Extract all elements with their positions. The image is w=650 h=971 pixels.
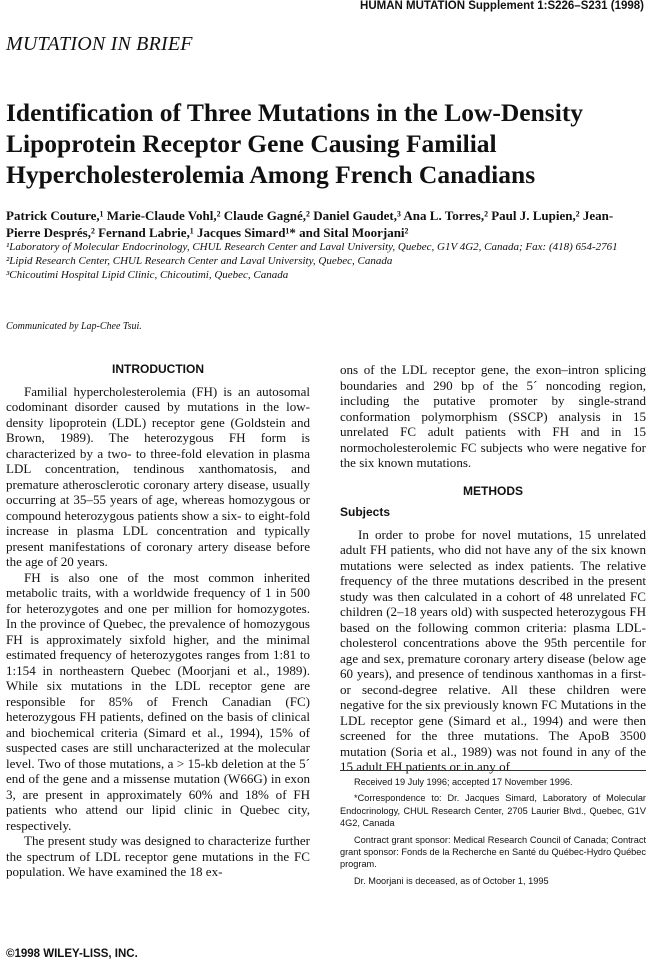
intro-continuation: ons of the LDL receptor gene, the exon–intron splicing boundaries and 290 bp of the 5´ noncoding region, including the putative promoter by single-strand conformation polymorphism (SSCP) analysis in 15 unrelated FC adult patients with FH and in 15 normocholesterolemic FC subjects who were negative for the six known mutations. xyxy=(340,362,646,470)
footnote-deceased: Dr. Moorjani is deceased, as of October 1, 1995 xyxy=(354,875,549,886)
section-label: MUTATION IN BRIEF xyxy=(6,33,193,55)
footnote-divider xyxy=(340,770,646,771)
introduction-heading: INTRODUCTION xyxy=(112,362,204,376)
affiliation-3: ³Chicoutimi Hospital Lipid Clinic, Chicoutimi, Quebec, Canada xyxy=(6,269,289,282)
footnote-grant: Contract grant sponsor: Medical Research Council of Canada; Contract grant sponsor: Fonds de la Recherche en Santé du Québec-Hydro Québec program. xyxy=(340,834,646,870)
communicated-by: Communicated by Lap-Chee Tsui. xyxy=(6,321,142,332)
intro-paragraph-2: FH is also one of the most common inherited metabolic traits, with a worldwide frequency of 1 in 500 for heterozygotes and one per million for homozygotes. In the province of Quebec, the prevalence of homozygous FH is approximately sixfold higher, and the minimal estimated frequency of heterozygotes ranges from 1:81 to 1:154 in northeastern Quebec (Moorjani et al., 1989). While six mutations in the LDL receptor gene are responsible for 85% of French Canadian (FC) heterozygous FH patients, defined on the basis of clinical and biochemical criteria (Simard et al., 1994), 15% of suspected cases are still uncharacterized at the molecular level. Two of those mutations, a > 15-kb deletion at the 5´ end of the gene and a missense mutation (W66G) in exon 3, are present in approximately 60% and 18% of FH patients who attend our lipid clinic in Quebec city, respectively. xyxy=(6,569,310,833)
copyright: ©1998 WILEY-LISS, INC. xyxy=(6,948,138,960)
subjects-subheading: Subjects xyxy=(340,505,391,519)
methods-paragraph: In order to probe for novel mutations, 15 unrelated adult FH patients, who did not have any of the six known mutations were selected as index patients. The relative frequency of the three mutations described in the present study was then calculated in a cohort of 48 unrelated FC children (2–18 years old) with suspected heterozygous FH based on the following common criteria: plasma LDL-cholesterol concentrations above the 95th percentile for age and sex, premature coronary artery disease (below age 60 years), and presence of tendinous xanthomas in a first- or second-degree relative. All these children were negative for the six previously known FC Mutations in the LDL receptor gene (Simard et al., 1994) and were then screened for the three mutations. The ApoB 3500 mutation (Soria et al., 1989) was not found in any of the 15 adult FH patients or in any of xyxy=(340,526,646,774)
author-list: Patrick Couture,¹ Marie-Claude Vohl,² Claude Gagné,² Daniel Gaudet,³ Ana L. Torres,² Paul J. Lupien,² Jean-Pierre Després,² Fernand Labrie,¹ Jacques Simard¹* and Sital Moorjani² xyxy=(6,208,614,240)
footnotes xyxy=(340,776,646,891)
left-column xyxy=(6,362,310,880)
footnote-received: Received 19 July 1996; accepted 17 November 1996. xyxy=(354,777,573,787)
methods-heading: METHODS xyxy=(463,483,523,498)
intro-paragraph-3: The present study was designed to characterize further the spectrum of LDL receptor gene mutations in the FC population. We have examined the 18 ex- xyxy=(6,833,310,879)
article-title: Identification of Three Mutations in the Low-Density Lipoprotein Receptor Gene Causing Familial Hypercholesterolemia Among French Canadians xyxy=(6,98,584,189)
affiliations xyxy=(6,240,646,283)
right-column xyxy=(340,362,646,775)
journal-reference: HUMAN MUTATION Supplement 1:S226–S231 (1998) xyxy=(360,0,644,12)
intro-paragraph-1: Familial hypercholesterolemia (FH) is an autosomal codominant disorder caused by mutations in the low-density lipoprotein (LDL) receptor gene (Goldstein and Brown, 1989). The heterozygous FH form is characterized by a two- to three-fold elevation in plasma LDL concentration, tendinous xanthomatosis, and premature atherosclerotic coronary artery disease, usually occurring at 35–55 years of age, whereas homozygous or compound heterozygous patients show a six- to eight-fold increase in plasma LDL concentration and typically present manifestations of coronary artery disease before the age of 20 years. xyxy=(6,383,310,569)
footnote-correspondence: *Correspondence to: Dr. Jacques Simard, Laboratory of Molecular Endocrinology, CHUL Research Center, 2705 Laurier Blvd., Quebec, G1V 4G2, Canada xyxy=(340,793,646,829)
affiliation-2: ²Lipid Research Center, CHUL Research Center and Laval University, Quebec, Canada xyxy=(6,255,393,268)
affiliation-1: ¹Laboratory of Molecular Endocrinology, CHUL Research Center and Laval University, Quebec, G1V 4G2, Canada; Fax: (418) 654-2761 xyxy=(6,241,618,253)
